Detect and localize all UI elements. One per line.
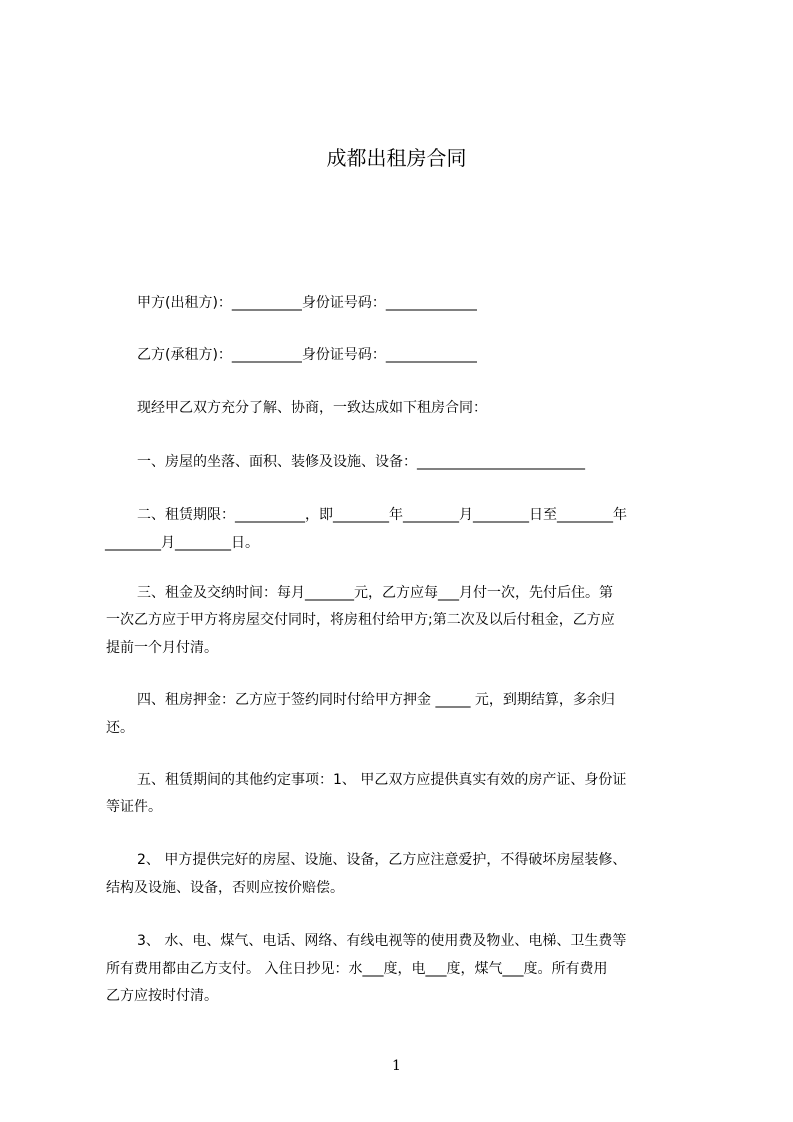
clause-4-line-2: 还。 — [106, 720, 134, 736]
clause-2-line-2: ________月________日。 — [105, 535, 259, 551]
party-b-line: 乙方(承租方)：__________身份证号码：_____________ — [137, 347, 477, 363]
item-3-line-1: 3、 水、电、煤气、电话、网络、有线电视等的使用费及物业、电梯、卫生费等 — [137, 933, 627, 949]
clause-3-line-1: 三、租金及交纳时间：每月_______元，乙方应每___月付一次，先付后住。第 — [137, 585, 613, 601]
clause-4-line-1: 四、租房押金：乙方应于签约同时付给甲方押金 _____ 元，到期结算，多余归 — [137, 692, 615, 708]
clause-2-line-1: 二、租赁期限：__________，即________年________月________日至________年 — [137, 507, 627, 523]
item-3-line-2: 所有费用都由乙方支付。 入住日抄见：水___度，电___度，煤气___度。所有费用 — [106, 961, 608, 977]
item-2-line-1: 2、 甲方提供完好的房屋、设施、设备，乙方应注意爱护，不得破坏房屋装修、 — [137, 852, 627, 868]
intro-line: 现经甲乙双方充分了解、协商，一致达成如下租房合同： — [137, 400, 487, 416]
document-title: 成都出租房合同 — [326, 146, 467, 170]
clause-3-line-2: 一次乙方应于甲方将房屋交付同时，将房租付给甲方;第二次及以后付租金，乙方应 — [106, 612, 615, 628]
clause-3-line-3: 提前一个月付清。 — [106, 640, 218, 656]
clause-1-line: 一、房屋的坐落、面积、装修及设施、设备：________________________ — [137, 454, 585, 470]
item-3-line-3: 乙方应按时付清。 — [106, 988, 218, 1004]
party-a-line: 甲方(出租方)：__________身份证号码：_____________ — [137, 295, 477, 311]
page-number: 1 — [392, 1058, 401, 1074]
clause-5-line-1: 五、租赁期间的其他约定事项：1、 甲乙双方应提供真实有效的房产证、身份证 — [137, 772, 627, 788]
item-2-line-2: 结构及设施、设备，否则应按价赔偿。 — [106, 880, 344, 896]
clause-5-line-2: 等证件。 — [106, 799, 162, 815]
